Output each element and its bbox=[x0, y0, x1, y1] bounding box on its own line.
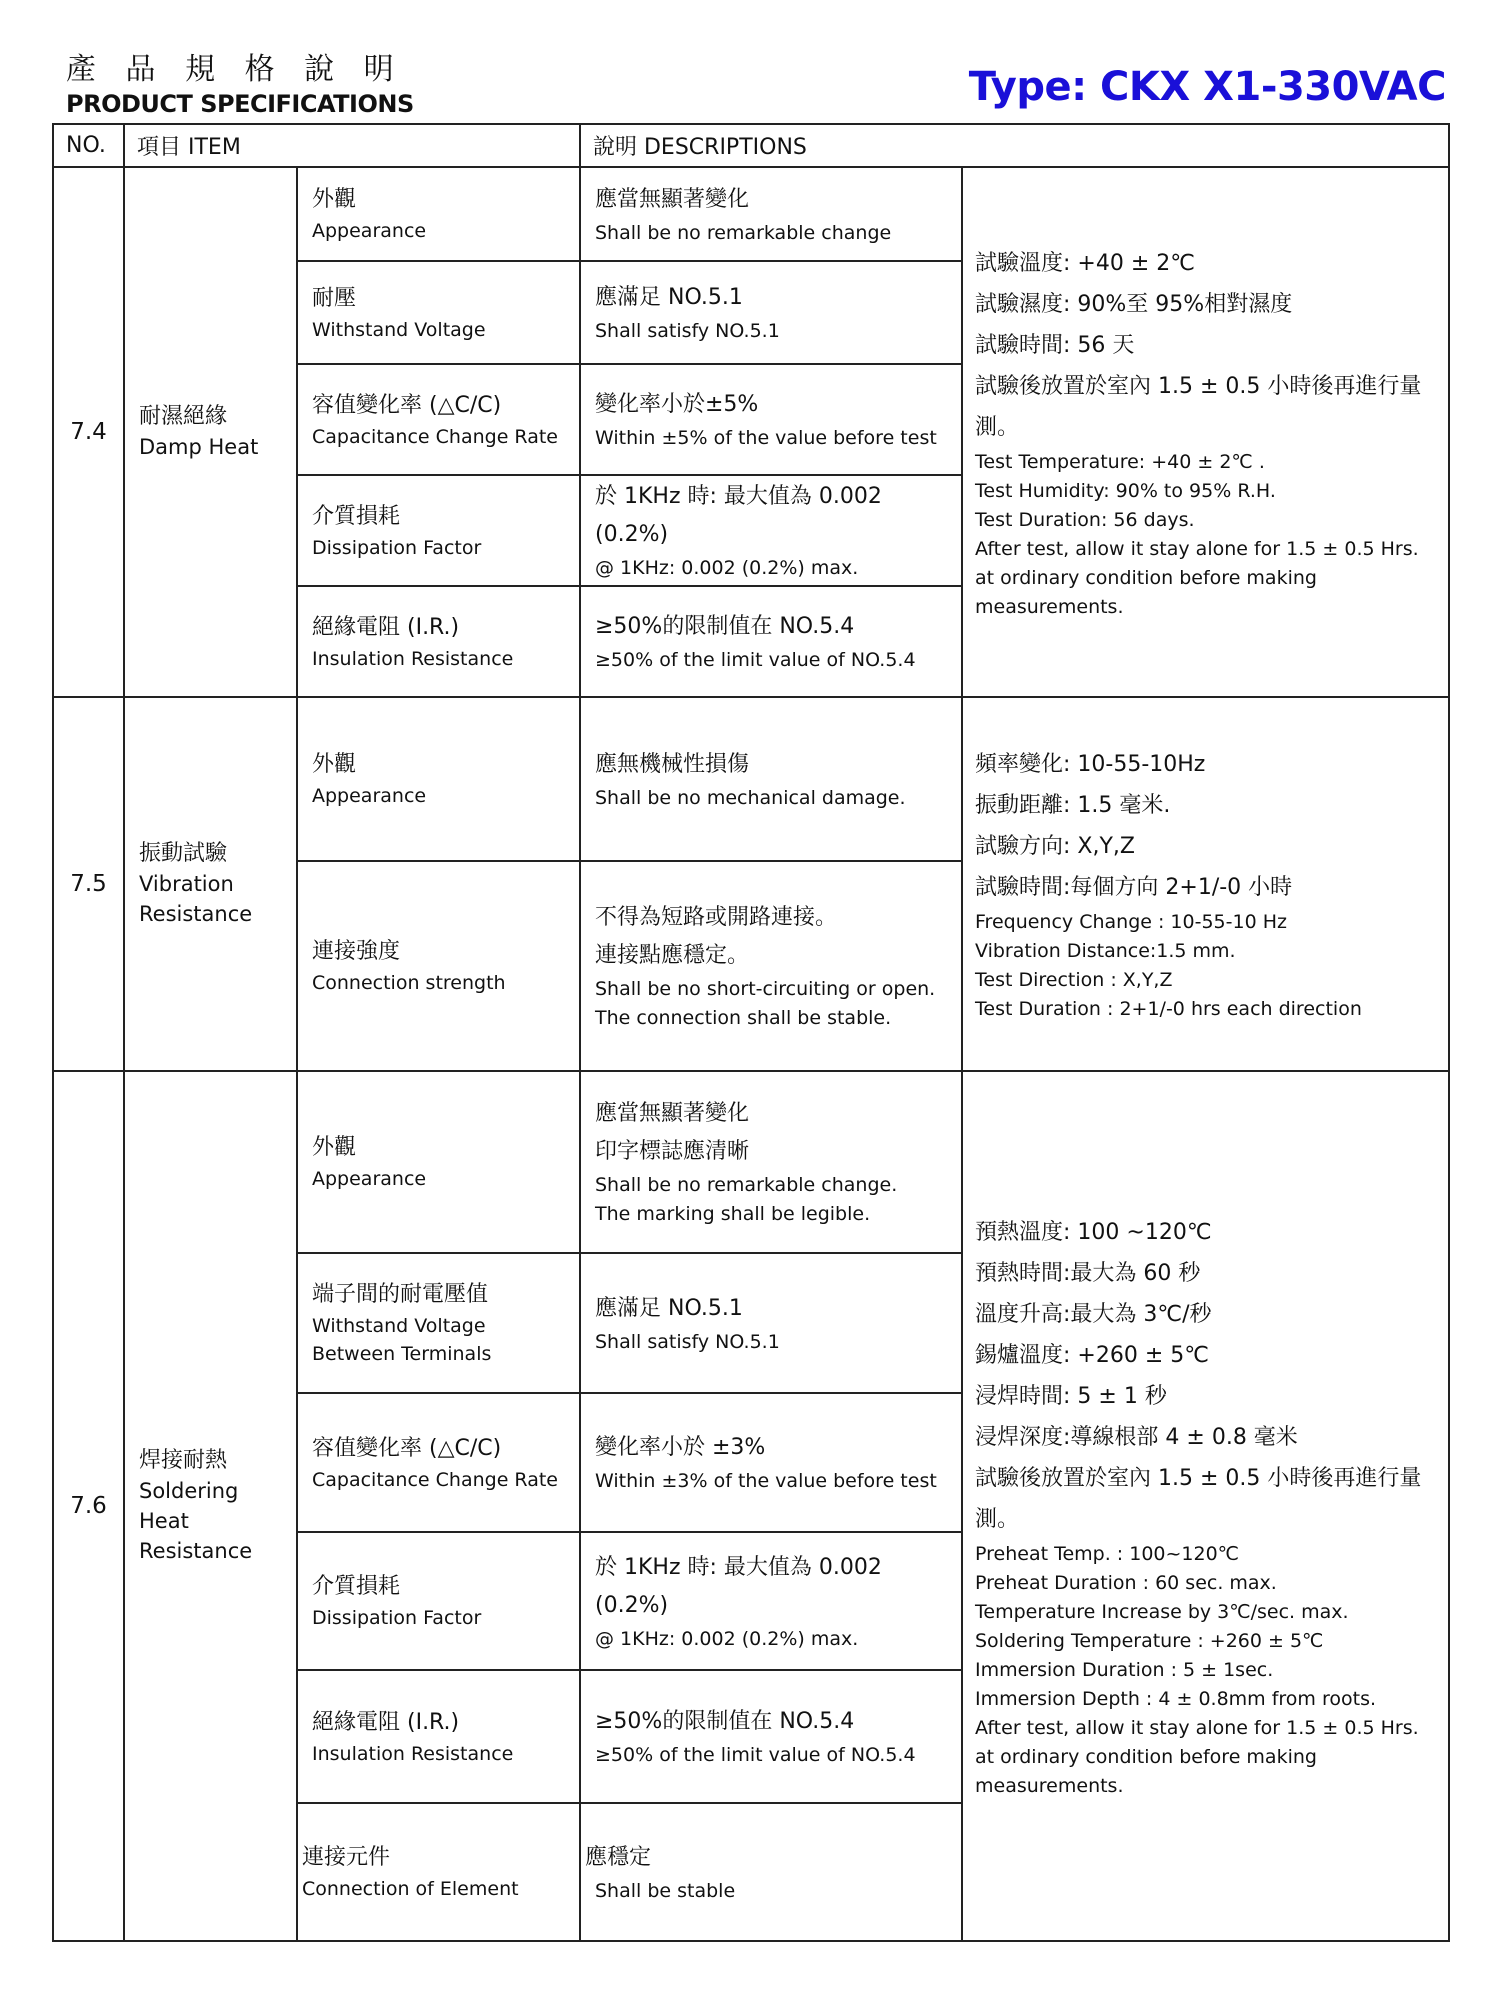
sub-item-en: Between Terminals bbox=[312, 1343, 492, 1365]
sub-item bbox=[297, 261, 580, 364]
description-en: Shall satisfy NO.5.1 bbox=[595, 320, 780, 342]
description-en: Within ±5% of the value before test bbox=[595, 427, 937, 449]
description bbox=[580, 1253, 962, 1393]
section-number: 7.4 bbox=[53, 167, 124, 697]
condition-zh: 預熱時間:最大為 60 秒 bbox=[975, 1260, 1201, 1286]
description bbox=[580, 861, 962, 1071]
condition-en: Test Humidity: 90% to 95% R.H. bbox=[975, 479, 1276, 502]
sub-item-en: Appearance bbox=[312, 220, 427, 242]
description bbox=[580, 1071, 962, 1253]
description-zh: 應穩定 bbox=[585, 1844, 652, 1870]
title-english: PRODUCT SPECIFICATIONS bbox=[66, 90, 414, 118]
condition-zh: 頻率變化: 10-55-10Hz bbox=[975, 752, 1206, 777]
sub-item-en: Dissipation Factor bbox=[312, 536, 482, 559]
description-zh: 不得為短路或開路連接。 bbox=[595, 905, 838, 930]
sub-item bbox=[297, 364, 580, 475]
description-en: @ 1KHz: 0.002 (0.2%) max. bbox=[595, 1627, 859, 1650]
description-en: The marking shall be legible. bbox=[595, 1203, 871, 1225]
description-zh: 應滿足 NO.5.1 bbox=[595, 1295, 743, 1321]
sub-item bbox=[297, 1670, 580, 1803]
sub-item-en: Connection strength bbox=[312, 972, 506, 994]
condition-zh: 振動距離: 1.5 毫米. bbox=[975, 793, 1171, 818]
sub-item bbox=[297, 697, 580, 861]
test-conditions bbox=[962, 167, 1449, 697]
description-zh: ≥50%的限制值在 NO.5.4 bbox=[595, 614, 855, 639]
condition-zh: 浸焊深度:導線根部 4 ± 0.8 毫米 bbox=[975, 1424, 1298, 1450]
description bbox=[580, 586, 962, 697]
section-item-en: Damp Heat bbox=[139, 435, 259, 459]
sub-item bbox=[297, 475, 580, 586]
sub-item-en: Capacitance Change Rate bbox=[312, 1468, 558, 1491]
description-en: Shall be no short-circuiting or open. bbox=[595, 978, 936, 1000]
description-en: Within ±3% of the value before test bbox=[595, 1470, 937, 1492]
condition-zh: 試驗方向: X,Y,Z bbox=[975, 834, 1135, 859]
section-item-zh: 耐濕絕緣 bbox=[139, 404, 228, 429]
sub-item-zh: 介質損耗 bbox=[312, 503, 401, 529]
description-zh: 連接點應穩定。 bbox=[595, 943, 750, 968]
sub-item-zh: 容值變化率 (△C/C) bbox=[312, 392, 502, 418]
description-zh: 於 1KHz 時: 最大值為 0.002 (0.2%) bbox=[595, 484, 882, 547]
description-en: Shall be no mechanical damage. bbox=[595, 786, 906, 809]
condition-zh: 測。 bbox=[975, 414, 1020, 440]
section-item-en: Soldering bbox=[139, 1479, 239, 1503]
sub-item-zh: 絕緣電阻 (I.R.) bbox=[312, 614, 460, 640]
description-en: The connection shall be stable. bbox=[595, 1007, 892, 1029]
description bbox=[580, 261, 962, 364]
condition-en: Test Duration : 2+1/-0 hrs each direction bbox=[975, 998, 1362, 1020]
condition-zh: 試驗溫度: +40 ± 2℃ bbox=[975, 250, 1195, 276]
description-en: @ 1KHz: 0.002 (0.2%) max. bbox=[595, 557, 859, 579]
condition-zh: 試驗後放置於室內 1.5 ± 0.5 小時後再進行量 bbox=[975, 373, 1422, 399]
description bbox=[580, 167, 962, 261]
condition-en: After test, allow it stay alone for 1.5 ± 0.5 Hrs. bbox=[975, 537, 1419, 560]
condition-zh: 預熱溫度: 100 ~120℃ bbox=[975, 1219, 1212, 1245]
section-item-en: Heat bbox=[139, 1509, 189, 1533]
header-descriptions: 說明 DESCRIPTIONS bbox=[580, 124, 1449, 167]
type-label: Type: CKX X1-330VAC bbox=[968, 64, 1446, 110]
spec-row bbox=[53, 167, 1449, 261]
condition-en: at ordinary condition before making bbox=[975, 1745, 1317, 1768]
sub-item-en: Withstand Voltage bbox=[312, 1315, 486, 1337]
description-en: Shall satisfy NO.5.1 bbox=[595, 1330, 780, 1353]
condition-zh: 試驗濕度: 90%至 95%相對濕度 bbox=[975, 291, 1293, 317]
sub-item bbox=[297, 586, 580, 697]
condition-en: Test Duration: 56 days. bbox=[975, 508, 1195, 531]
condition-zh: 試驗後放置於室內 1.5 ± 0.5 小時後再進行量 bbox=[975, 1465, 1422, 1491]
condition-zh: 錫爐溫度: +260 ± 5℃ bbox=[975, 1342, 1209, 1368]
sub-item bbox=[297, 861, 580, 1071]
spec-table bbox=[52, 123, 1450, 1942]
sub-item-en: Appearance bbox=[312, 1168, 427, 1190]
description bbox=[580, 1670, 962, 1803]
description-zh: ≥50%的限制值在 NO.5.4 bbox=[595, 1709, 855, 1734]
sub-item-en: Capacitance Change Rate bbox=[312, 425, 558, 448]
sub-item-en: Connection of Element bbox=[302, 1878, 519, 1900]
description-zh: 印字標誌應清晰 bbox=[595, 1139, 750, 1164]
sub-item bbox=[297, 1071, 580, 1253]
sub-item-zh: 外觀 bbox=[312, 752, 357, 777]
description-zh: 應當無顯著變化 bbox=[595, 1101, 750, 1126]
condition-en: Vibration Distance:1.5 mm. bbox=[975, 940, 1236, 962]
description-en: Shall be no remarkable change. bbox=[595, 1174, 898, 1196]
section-item-en: Resistance bbox=[139, 902, 253, 926]
sub-item-zh: 連接元件 bbox=[302, 1845, 391, 1870]
sub-item bbox=[297, 1253, 580, 1393]
condition-en: Soldering Temperature : +260 ± 5℃ bbox=[975, 1629, 1324, 1652]
section-item bbox=[124, 1071, 297, 1941]
sub-item bbox=[297, 1803, 580, 1941]
section-item-zh: 焊接耐熱 bbox=[139, 1448, 228, 1473]
condition-en: Preheat Temp. : 100~120℃ bbox=[975, 1542, 1240, 1565]
section-item bbox=[124, 167, 297, 697]
sub-item-en: Withstand Voltage bbox=[312, 318, 486, 341]
sub-item-zh: 耐壓 bbox=[312, 285, 357, 311]
sub-item-zh: 介質損耗 bbox=[312, 1574, 401, 1599]
sub-item-en: Appearance bbox=[312, 785, 427, 807]
sub-item bbox=[297, 167, 580, 261]
description bbox=[580, 1803, 962, 1941]
description-en: Shall be no remarkable change bbox=[595, 221, 892, 244]
description-en: Shall be stable bbox=[595, 1879, 736, 1902]
sub-item bbox=[297, 1393, 580, 1532]
condition-zh: 測。 bbox=[975, 1506, 1020, 1532]
description-zh: 變化率小於±5% bbox=[595, 392, 759, 417]
condition-en: measurements. bbox=[975, 1774, 1124, 1797]
section-number: 7.5 bbox=[53, 697, 124, 1071]
description-zh: 應無機械性損傷 bbox=[595, 751, 750, 777]
section-item-en: Vibration bbox=[139, 872, 234, 896]
condition-zh: 試驗時間: 56 天 bbox=[975, 332, 1135, 358]
description bbox=[580, 1393, 962, 1532]
sub-item-zh: 連接強度 bbox=[312, 939, 401, 964]
description bbox=[580, 475, 962, 586]
condition-en: Preheat Duration : 60 sec. max. bbox=[975, 1571, 1277, 1594]
condition-en: Immersion Depth : 4 ± 0.8mm from roots. bbox=[975, 1687, 1377, 1710]
header-no: NO. bbox=[53, 124, 124, 167]
sub-item-zh: 絕緣電阻 (I.R.) bbox=[312, 1709, 460, 1735]
spec-row bbox=[53, 1071, 1449, 1253]
description-zh: 於 1KHz 時: 最大值為 0.002 (0.2%) bbox=[595, 1554, 882, 1618]
condition-zh: 試驗時間:每個方向 2+1/-0 小時 bbox=[975, 875, 1293, 900]
sub-item-en: Dissipation Factor bbox=[312, 1607, 482, 1629]
sub-item-zh: 端子間的耐電壓值 bbox=[312, 1282, 489, 1307]
condition-en: at ordinary condition before making bbox=[975, 566, 1317, 589]
condition-zh: 溫度升高:最大為 3℃/秒 bbox=[975, 1301, 1212, 1327]
section-item bbox=[124, 697, 297, 1071]
description bbox=[580, 364, 962, 475]
description bbox=[580, 1532, 962, 1670]
description-en: ≥50% of the limit value of NO.5.4 bbox=[595, 1744, 916, 1766]
description-zh: 應當無顯著變化 bbox=[595, 186, 750, 212]
sub-item-en: Insulation Resistance bbox=[312, 1742, 514, 1765]
condition-en: Frequency Change : 10-55-10 Hz bbox=[975, 911, 1287, 933]
description bbox=[580, 697, 962, 861]
sub-item-zh: 外觀 bbox=[312, 1135, 357, 1160]
sub-item-zh: 外觀 bbox=[312, 187, 357, 212]
condition-en: measurements. bbox=[975, 595, 1124, 618]
condition-en: Temperature Increase by 3℃/sec. max. bbox=[975, 1600, 1349, 1623]
condition-en: After test, allow it stay alone for 1.5 ± 0.5 Hrs. bbox=[975, 1716, 1419, 1739]
condition-en: Test Temperature: +40 ± 2℃ . bbox=[975, 450, 1265, 473]
section-number: 7.6 bbox=[53, 1071, 124, 1941]
sub-item bbox=[297, 1532, 580, 1670]
condition-en: Test Direction : X,Y,Z bbox=[975, 969, 1173, 991]
spec-row bbox=[53, 697, 1449, 861]
description-zh: 應滿足 NO.5.1 bbox=[595, 285, 743, 310]
condition-zh: 浸焊時間: 5 ± 1 秒 bbox=[975, 1383, 1167, 1409]
section-item-en: Resistance bbox=[139, 1539, 253, 1563]
section-item-zh: 振動試驗 bbox=[139, 841, 228, 866]
description-en: ≥50% of the limit value of NO.5.4 bbox=[595, 649, 916, 671]
title-chinese: 產 品 規 格 說 明 bbox=[66, 52, 404, 87]
header-row bbox=[53, 124, 1449, 167]
sub-item-zh: 容值變化率 (△C/C) bbox=[312, 1435, 502, 1461]
condition-en: Immersion Duration : 5 ± 1sec. bbox=[975, 1658, 1274, 1681]
header-item: 項目 ITEM bbox=[124, 124, 580, 167]
description-zh: 變化率小於 ±3% bbox=[595, 1435, 766, 1460]
sub-item-en: Insulation Resistance bbox=[312, 647, 514, 670]
test-conditions bbox=[962, 1071, 1449, 1941]
test-conditions bbox=[962, 697, 1449, 1071]
